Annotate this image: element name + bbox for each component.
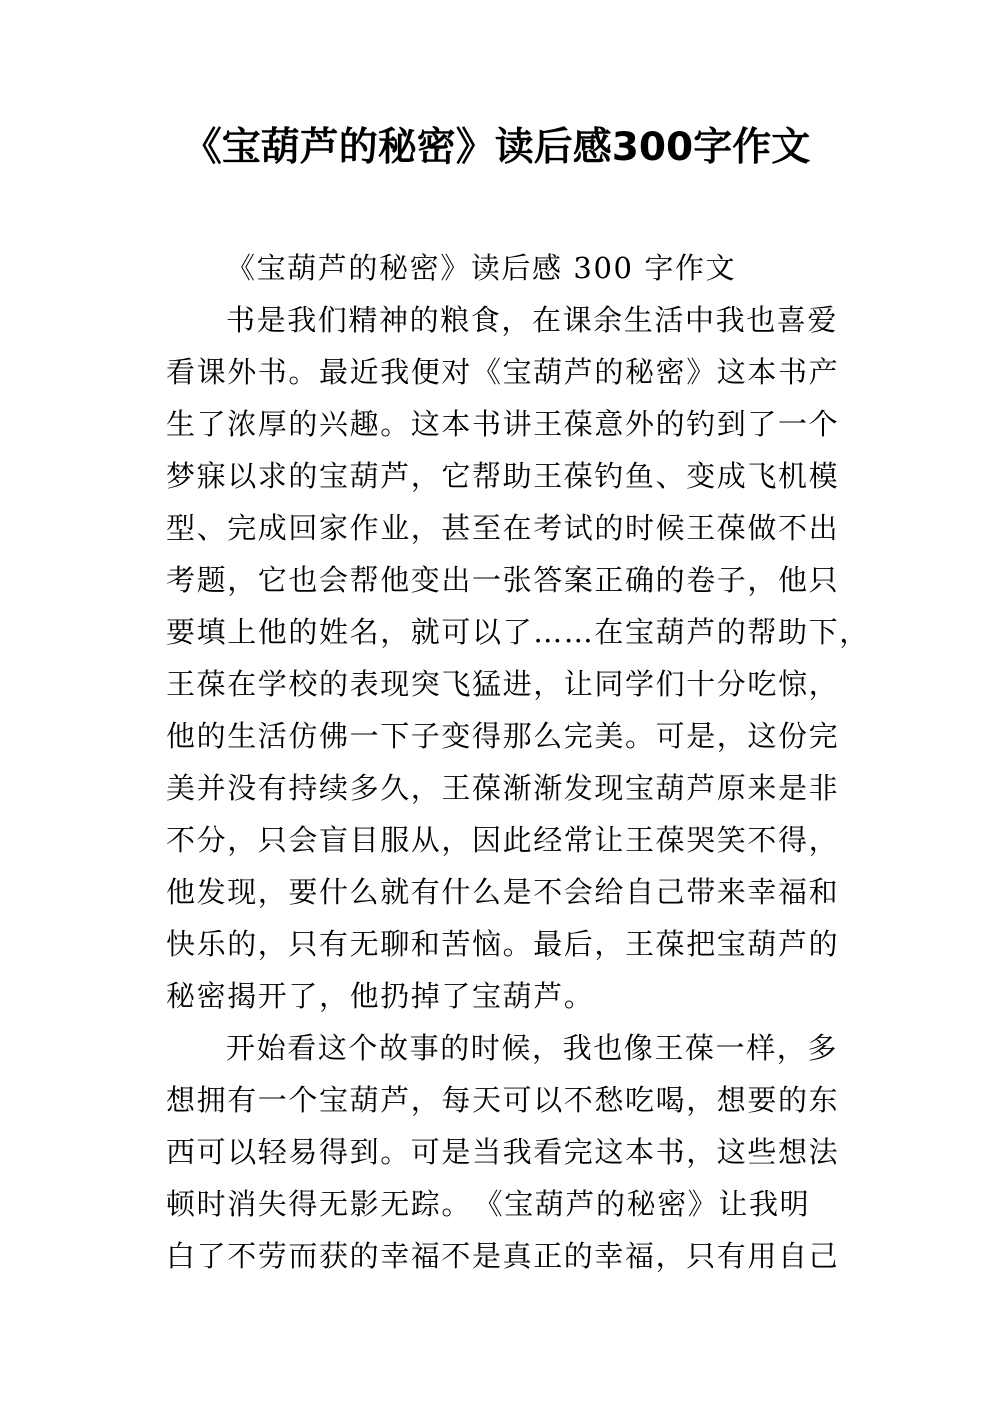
paragraph-1-line: 梦寐以求的宝葫芦，它帮助王葆钓鱼、变成飞机模 [166, 459, 840, 493]
paragraph-1-line: 考题，它也会帮他变出一张答案正确的卷子，他只 [166, 563, 840, 597]
paragraph-1-line: 要填上他的姓名，就可以了……在宝葫芦的帮助下， [166, 615, 870, 649]
paragraph-1-line: 秘密揭开了，他扔掉了宝葫芦。 [166, 979, 595, 1013]
paragraph-1-line: 书是我们精神的粮食，在课余生活中我也喜爱 [226, 303, 839, 337]
paragraph-1-line: 美并没有持续多久，王葆渐渐发现宝葫芦原来是非 [166, 771, 840, 805]
paragraph-1-line: 看课外书。最近我便对《宝葫芦的秘密》这本书产 [166, 355, 840, 389]
paragraph-1-line: 他的生活仿佛一下子变得那么完美。可是，这份完 [166, 719, 840, 753]
paragraph-1-line: 王葆在学校的表现突飞猛进，让同学们十分吃惊， [166, 667, 840, 701]
paragraph-2-line: 开始看这个故事的时候，我也像王葆一样，多 [226, 1031, 839, 1065]
paragraph-2-line: 西可以轻易得到。可是当我看完这本书，这些想法 [166, 1135, 840, 1169]
paragraph-1-line: 他发现，要什么就有什么是不会给自己带来幸福和 [166, 875, 840, 909]
paragraph-2-line: 顿时消失得无影无踪。 《宝葫芦的秘密》让我明 [166, 1187, 811, 1221]
subtitle-line: 《宝葫芦的秘密》读后感 300 字作文 [226, 251, 737, 285]
document-title: 《宝葫芦的秘密》读后感300字作文 [182, 125, 811, 170]
paragraph-2-line: 想拥有一个宝葫芦，每天可以不愁吃喝，想要的东 [166, 1083, 840, 1117]
paragraph-2-line: 白了不劳而获的幸福不是真正的幸福，只有用自己 [166, 1239, 840, 1273]
paragraph-1-line: 型、完成回家作业，甚至在考试的时候王葆做不出 [166, 511, 840, 545]
paragraph-1-line: 不分，只会盲目服从，因此经常让王葆哭笑不得， [166, 823, 840, 857]
paragraph-1-line: 生了浓厚的兴趣。这本书讲王葆意外的钓到了一个 [166, 407, 840, 441]
document-body [166, 242, 870, 1282]
paragraph-1-line: 快乐的，只有无聊和苦恼。最后，王葆把宝葫芦的 [166, 927, 840, 961]
